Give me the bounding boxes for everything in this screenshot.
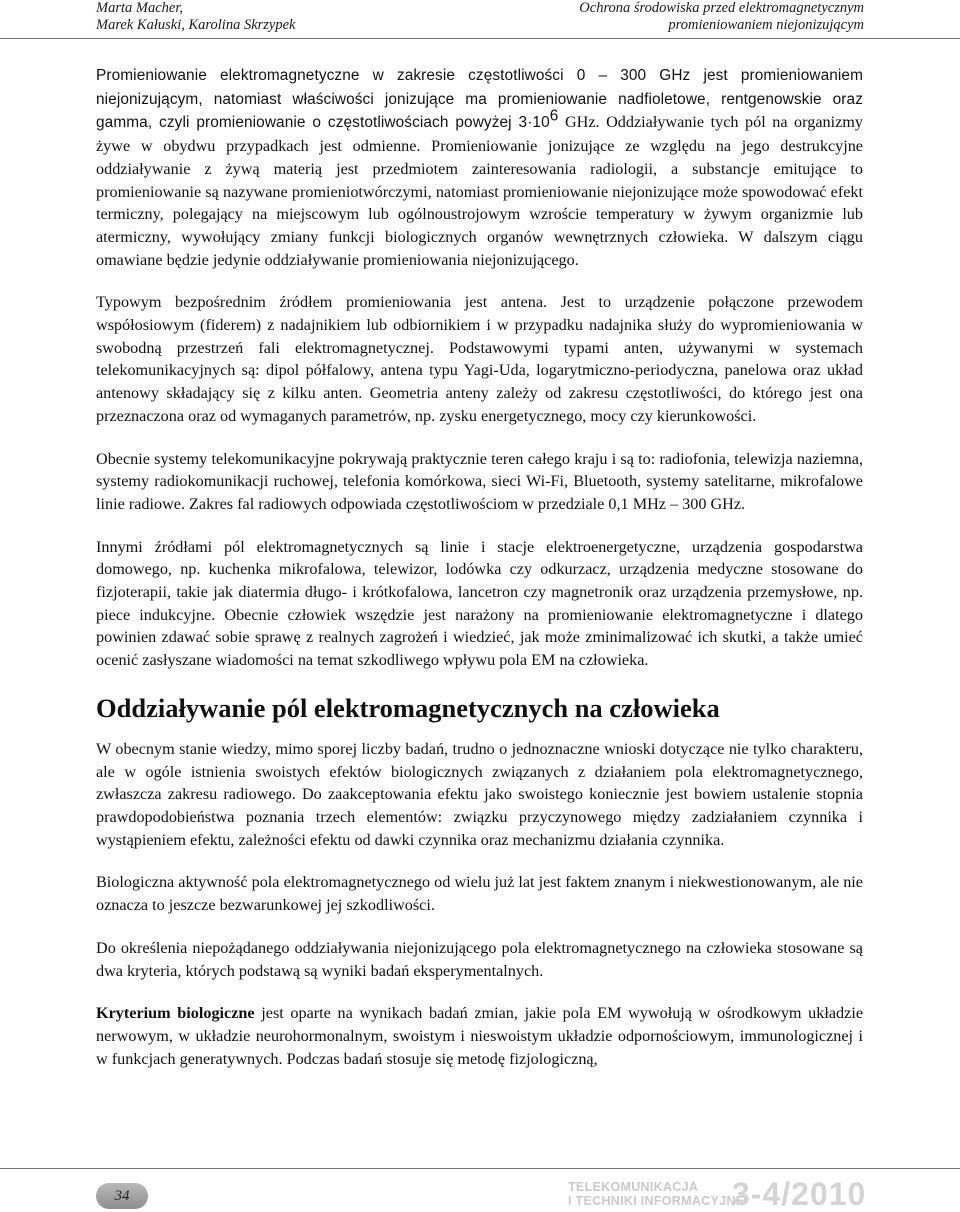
paragraph-6: Biologiczna aktywność pola elektromagnetycznego od wielu już lat jest faktem znanym i niekwestionowanym, ale nie oznacza to jeszcze bezwarunkowej jej szkodliwości.: [96, 873, 863, 915]
footer-divider: [0, 1168, 960, 1169]
paragraph-5: W obecnym stanie wiedzy, mimo sporej liczby badań, trudno o jednoznaczne wnioski dotyczące nie tylko charakteru, ale w ogóle istnienia swoistych efektów biologicznych związanych z działaniem pola elektromagnetycznego, zwłaszcza zakresu radiowego. Do zaakceptowania efektu jako swoistego koniecznie jest bowiem ustalenie stopnia prawdopodobieństwa poznania trzech elementów: związku przyczynowego między zadziałaniem czynnika i wystąpieniem efektu, zależności efektu od dawki czynnika oraz mechanizmu działania czynnika.: [96, 739, 863, 849]
criterion-term: Kryterium biologiczne: [96, 1004, 255, 1023]
section-heading: Oddziaływanie pól elektromagnetycznych na człowieka: [96, 692, 720, 723]
header-title-line1: Ochrona środowiska przed elektromagnetycznym: [579, 0, 864, 16]
header-authors-line2: Marek Kałuski, Karolina Skrzypek: [96, 17, 296, 33]
header-divider: [0, 38, 960, 39]
header-authors: [96, 0, 295, 34]
paragraph-2: Typowym bezpośrednim źródłem promieniowania jest antena. Jest to urządzenie połączone przewodem współosiowym (fiderem) z nadajnikiem lub odbiornikiem i w przypadku nadajnika służy do wypromieniowania w swobodną przestrzeń fali elektromagnetycznej. Podstawowymi typami anten, używanymi w systemach telekomunikacyjnych są: dipol półfalowy, antena typu Yagi-Uda, logarytmiczno-periodyczna, panelowa oraz układ antenowy składający się z kilku anten. Geometria anteny zależy od zakresu częstotliwości, do którego jest ona przeznaczona oraz od wymaganych parametrów, np. zysku energetycznego, mocy czy kierunkowości.: [96, 293, 863, 425]
header-authors-line1: Marta Macher,: [96, 0, 183, 16]
paragraph-1-text: Promieniowanie elektromagnetyczne w zakresie częstotliwości 0 – 300 GHz jest promieniowaniem niejonizującym, natomiast właściwości jonizujące ma promieniowanie nadfioletowe, rentgenowskie oraz gamma, czyli promieniowanie o częstotliwościach powyżej 3·10: [96, 67, 863, 132]
magazine-issue: 3-4/2010: [732, 1176, 867, 1212]
magazine-name: [568, 1180, 744, 1208]
paragraph-8-text: jest oparte na wynikach badań zmian, jakie pola EM wywołują w ośrodkowym układzie nerwowym, w układzie neurohormonalnym, swoistym i nieswoistym układzie odpornościowym, immunologicznej i w funkcjach generatywnych. Podczas badań stosuje się metodę fizjologiczną,: [96, 1004, 864, 1068]
header-article-title: [579, 0, 864, 34]
magazine-logo: [568, 1176, 868, 1212]
paragraph-7: Do określenia niepożądanego oddziaływania niejonizującego pola elektromagnetycznego na człowieka stosowane są dwa kryteria, których podstawą są wyniki badań eksperymentalnych.: [96, 938, 863, 980]
magazine-name-line2: I TECHNIKI INFORMACYJNE: [568, 1194, 745, 1208]
running-header: [0, 0, 960, 42]
header-title-line2: promieniowaniem niejonizującym: [668, 17, 864, 33]
exponent: 6: [549, 108, 559, 126]
paragraph-3: Obecnie systemy telekomunikacyjne pokrywają praktycznie teren całego kraju i są to: radiofonia, telewizja naziemna, systemy radiokomunikacji ruchowej, telefonia komórkowa, sieci Wi-Fi, Bluetooth, systemy satelitarne, mikrofalowe linie radiowe. Zakres fal radiowych odpowiada częstotliwościom w przedziale 0,1 MHz – 300 GHz.: [96, 449, 863, 513]
paragraph-8: [96, 1002, 863, 1070]
article-body: [96, 64, 863, 1090]
page-number: 34: [114, 1187, 130, 1204]
page-number-badge: [96, 1183, 148, 1209]
paragraph-4: Innymi źródłami pól elektromagnetycznych są linie i stacje elektroenergetyczne, urządzenia gospodarstwa domowego, np. kuchenka mikrofalowa, telewizor, lodówka czy odkurzacz, urządzenia medyczne stosowane do fizjoterapii, takie jak diatermia długo- i krótkofalowa, lancetron czy magnetronik oraz urządzenia przemysłowe, np. piece indukcyjne. Obecnie człowiek wszędzie jest narażony na promieniowanie elektromagnetyczne i dlatego powinien zdawać sobie sprawę z realnych zagrożeń i wiedzieć, jak może zminimalizować ich skutki, a także umieć ocenić zasłyszane wiadomości na temat szkodliwego wpływu pola EM na człowieka.: [96, 537, 863, 670]
paragraph-1-continuation: GHz. Oddziaływanie tych pól na organizmy żywe w obydwu przypadkach jest odmienne. Promieniowanie jonizujące ze względu na jego destrukcyjne oddziaływanie z żywą materią jest przedmiotem zainteresowania radiologii, a substancje emitujące to promieniowanie są nazywane promieniotwórczymi, natomiast promieniowanie niejonizujące może spowodować efekt termiczny, polegający na miejscowym lub ogólnoustrojowym wzroście temperatury w żywym organizmie lub atermiczny, wywołujący zmiany funkcji biologicznych organów wewnętrznych człowieka. W dalszym ciągu omawiane będzie jedynie oddziaływanie promieniowania niejonizującego.: [96, 113, 863, 269]
magazine-name-line1: TELEKOMUNIKACJA: [568, 1180, 699, 1194]
paragraph-1: [96, 64, 863, 271]
